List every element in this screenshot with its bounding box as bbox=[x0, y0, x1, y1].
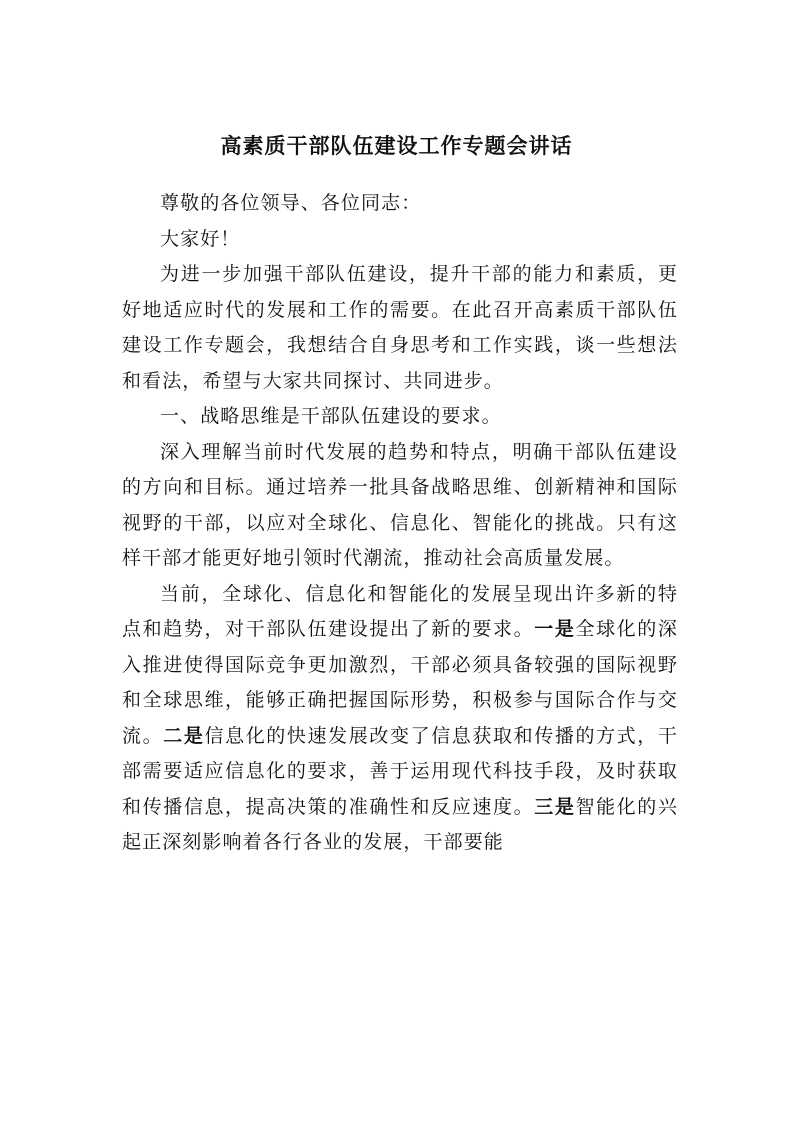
point-text-1: 全球化的深入推进使得国际竞争更加激烈，干部必须具备较强的国际视野和全球思维，能够正确把握国际形势，积极参与国际合作与交流。 bbox=[122, 618, 678, 747]
salutation-paragraph: 尊敬的各位领导、各位同志： bbox=[160, 192, 422, 214]
body-paragraph-points bbox=[122, 577, 678, 861]
point-label-3: 三是 bbox=[534, 795, 576, 818]
point-label-2: 二是 bbox=[163, 724, 205, 747]
paragraph-lead: 当前，全球化、信息化和智能化的发展呈现出许多新的特点和趋势，对干部队伍建设提出了新的要求。 bbox=[122, 582, 678, 640]
greeting-paragraph: 大家好！ bbox=[160, 227, 241, 250]
section-heading: 一、战略思维是干部队伍建设的要求。 bbox=[160, 405, 502, 427]
intro-paragraph: 为进一步加强干部队伍建设，提升干部的能力和素质，更好地适应时代的发展和工作的需要。在此召开高素质干部队伍建设工作专题会，我想结合自身思考和工作实践，谈一些想法和看法，希望与大家共同探讨、共同进步。 bbox=[122, 263, 678, 392]
page-title: 高素质干部队伍建设工作专题会讲话 bbox=[220, 133, 573, 158]
point-text-2: 信息化的快速发展改变了信息获取和传播的方式，干部需要适应信息化的要求，善于运用现代科技手段，及时获取和传播信息，提高决策的准确性和反应速度。 bbox=[122, 724, 679, 818]
point-text-3: 智能化的兴起正深刻影响着各行各业的发展，干部要能 bbox=[122, 795, 678, 853]
body-paragraph: 深入理解当前时代发展的趋势和特点，明确干部队伍建设的方向和目标。通过培养一批具备战略思维、创新精神和国际视野的干部，以应对全球化、信息化、智能化的挑战。只有这样干部才能更好地引领时代潮流，推动社会高质量发展。 bbox=[122, 440, 678, 569]
document-body bbox=[122, 186, 678, 861]
point-label-1: 一是 bbox=[534, 618, 576, 640]
